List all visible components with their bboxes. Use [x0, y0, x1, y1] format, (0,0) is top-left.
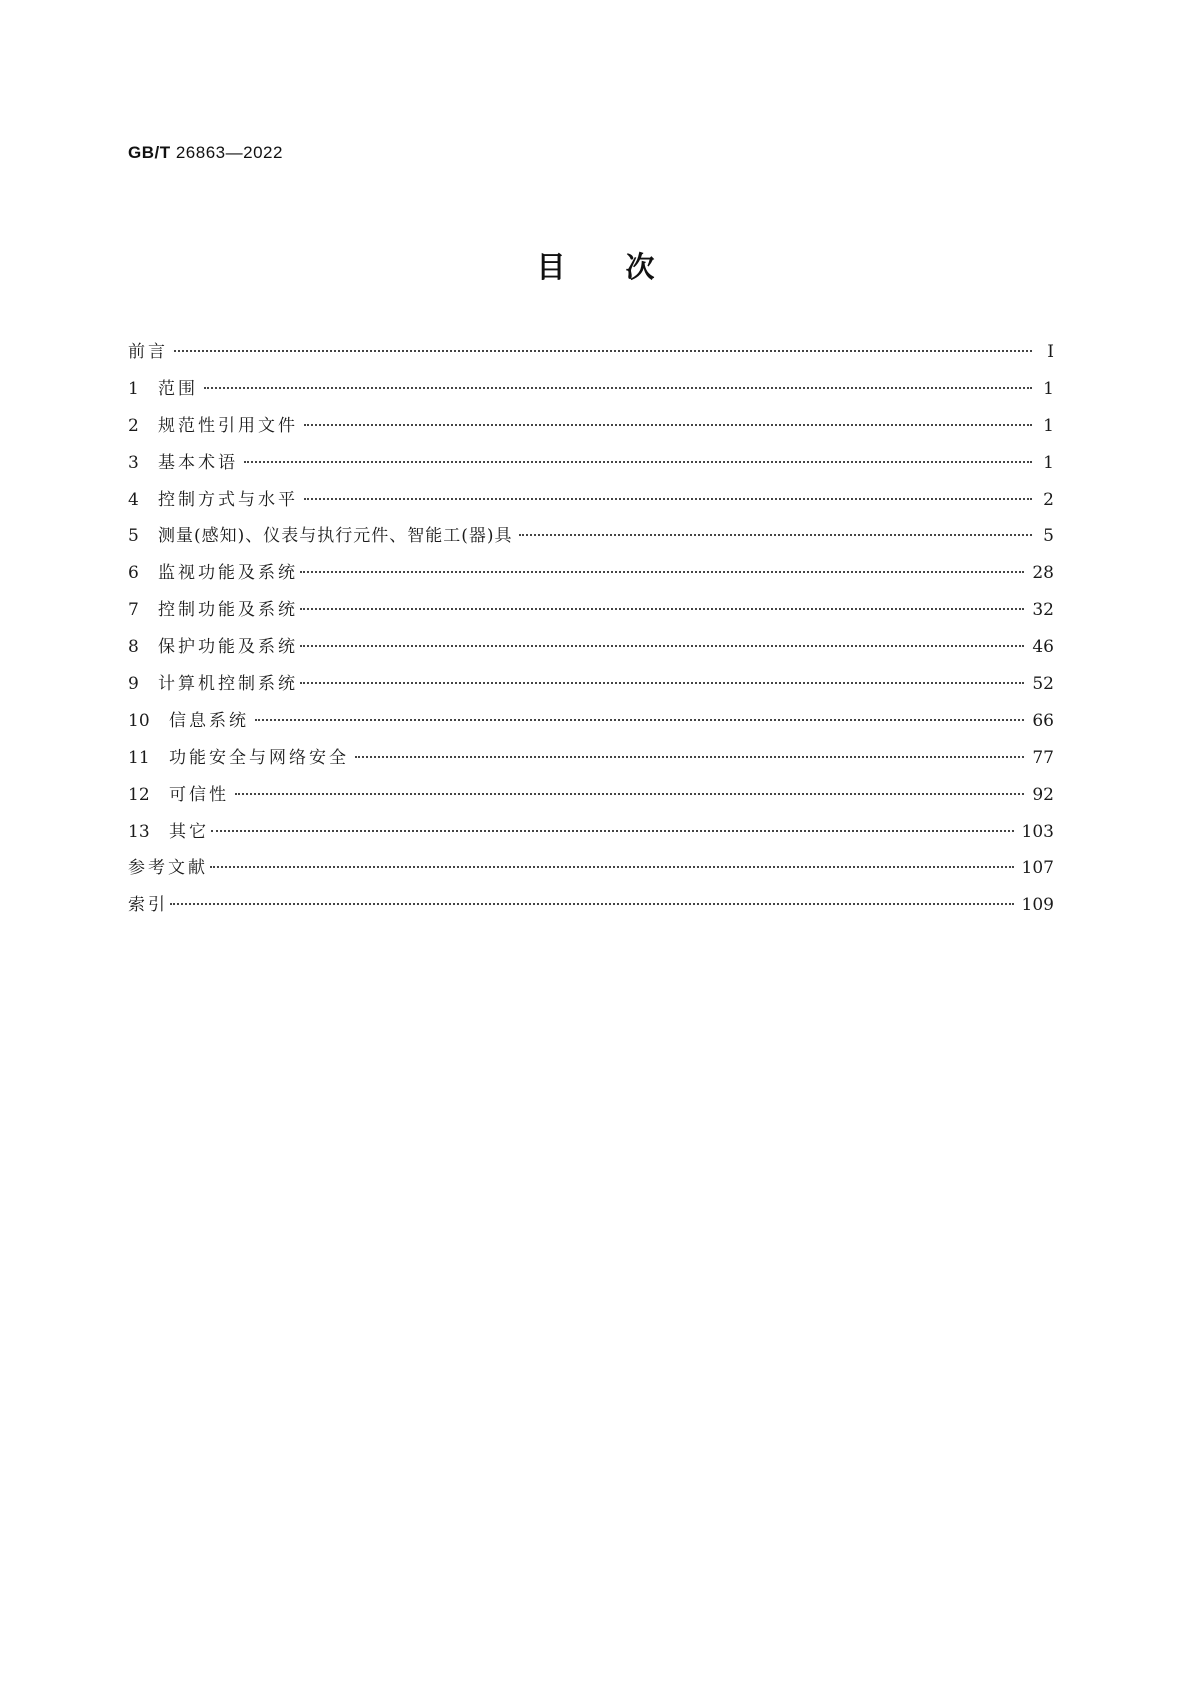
toc-entry-page: 109	[1021, 895, 1054, 916]
toc-entry-11[interactable]	[128, 748, 1054, 785]
toc-entry-label: 计算机控制系统	[158, 674, 298, 695]
toc-leader	[355, 756, 1024, 758]
toc-entry-label: 前言	[128, 342, 168, 362]
toc-entry-number: 1	[128, 378, 139, 399]
toc-entry-label: 索引	[128, 895, 168, 916]
toc-leader	[170, 903, 1014, 905]
toc-entry-number: 9	[128, 674, 139, 695]
toc-entry-number: 13	[128, 821, 150, 842]
toc-leader	[204, 387, 1032, 389]
toc-entry-page: 1	[1043, 452, 1054, 473]
toc-entry-label: 可信性	[169, 784, 229, 805]
toc-entry-label: 信息系统	[169, 710, 249, 731]
toc-entry-4[interactable]	[128, 490, 1054, 527]
toc-entry-12[interactable]	[128, 785, 1054, 822]
toc-entry-label: 测量(感知)、仪表与执行元件、智能工(器)具	[158, 526, 513, 547]
standard-code: GB/T	[128, 143, 171, 162]
toc-entry-number: 7	[128, 600, 139, 621]
toc-entry-foreword[interactable]	[128, 342, 1054, 379]
toc-entry-index[interactable]	[128, 895, 1054, 932]
toc-entry-page: 77	[1032, 747, 1054, 768]
toc-entry-label: 功能安全与网络安全	[169, 747, 349, 768]
toc-entry-page: Ⅰ	[1047, 342, 1054, 362]
toc-entry-8[interactable]	[128, 637, 1054, 674]
toc-entry-number: 8	[128, 637, 139, 658]
toc-entry-page: 66	[1032, 710, 1054, 731]
toc-entry-page: 52	[1032, 674, 1054, 695]
toc-entry-2[interactable]	[128, 416, 1054, 453]
toc-entry-label: 规范性引用文件	[158, 415, 298, 436]
toc-leader	[210, 866, 1014, 868]
toc-entry-page: 5	[1043, 526, 1054, 547]
toc-entry-page: 2	[1043, 489, 1054, 510]
toc-entry-page: 46	[1032, 637, 1054, 658]
toc-leader	[300, 682, 1024, 684]
toc-leader	[211, 830, 1014, 832]
toc-entry-9[interactable]	[128, 674, 1054, 711]
toc-entry-label: 控制方式与水平	[158, 489, 298, 510]
toc-title: 目次	[536, 250, 715, 284]
toc-entry-label: 基本术语	[158, 452, 238, 473]
toc-entry-number: 5	[128, 526, 139, 547]
table-of-contents	[128, 342, 1054, 932]
toc-entry-page: 103	[1021, 821, 1054, 842]
toc-entry-10[interactable]	[128, 711, 1054, 748]
toc-entry-1[interactable]	[128, 379, 1054, 416]
toc-entry-number: 2	[128, 415, 139, 436]
toc-entry-3[interactable]	[128, 453, 1054, 490]
toc-entry-page: 1	[1043, 378, 1054, 399]
toc-entry-13[interactable]	[128, 822, 1054, 859]
toc-entry-number: 12	[128, 784, 150, 805]
toc-entry-label: 参考文献	[128, 858, 208, 879]
toc-leader	[300, 608, 1024, 610]
toc-entry-label: 范围	[158, 378, 198, 399]
toc-entry-page: 92	[1032, 784, 1054, 805]
toc-leader	[235, 793, 1024, 795]
toc-leader	[244, 461, 1032, 463]
toc-leader	[255, 719, 1024, 721]
standard-year: 26863—2022	[175, 143, 283, 162]
toc-leader	[519, 534, 1032, 536]
toc-entry-page: 107	[1021, 858, 1054, 879]
toc-entry-number: 6	[128, 563, 139, 584]
toc-leader	[300, 645, 1024, 647]
toc-entry-number: 10	[128, 710, 150, 731]
toc-leader	[300, 571, 1024, 573]
toc-entry-label: 其它	[169, 821, 209, 842]
toc-entry-page: 28	[1032, 563, 1054, 584]
toc-entry-page: 1	[1043, 415, 1054, 436]
standard-number	[128, 143, 283, 163]
toc-leader	[174, 350, 1032, 352]
toc-leader	[304, 498, 1032, 500]
toc-entry-5[interactable]	[128, 526, 1054, 563]
toc-entry-number: 11	[128, 747, 150, 768]
toc-entry-references[interactable]	[128, 858, 1054, 895]
toc-entry-label: 控制功能及系统	[158, 600, 298, 621]
toc-entry-label: 保护功能及系统	[158, 637, 298, 658]
toc-entry-page: 32	[1032, 600, 1054, 621]
toc-entry-7[interactable]	[128, 600, 1054, 637]
toc-entry-number: 3	[128, 452, 139, 473]
toc-leader	[304, 424, 1032, 426]
toc-entry-6[interactable]	[128, 563, 1054, 600]
toc-entry-number: 4	[128, 489, 139, 510]
toc-entry-label: 监视功能及系统	[158, 563, 298, 584]
